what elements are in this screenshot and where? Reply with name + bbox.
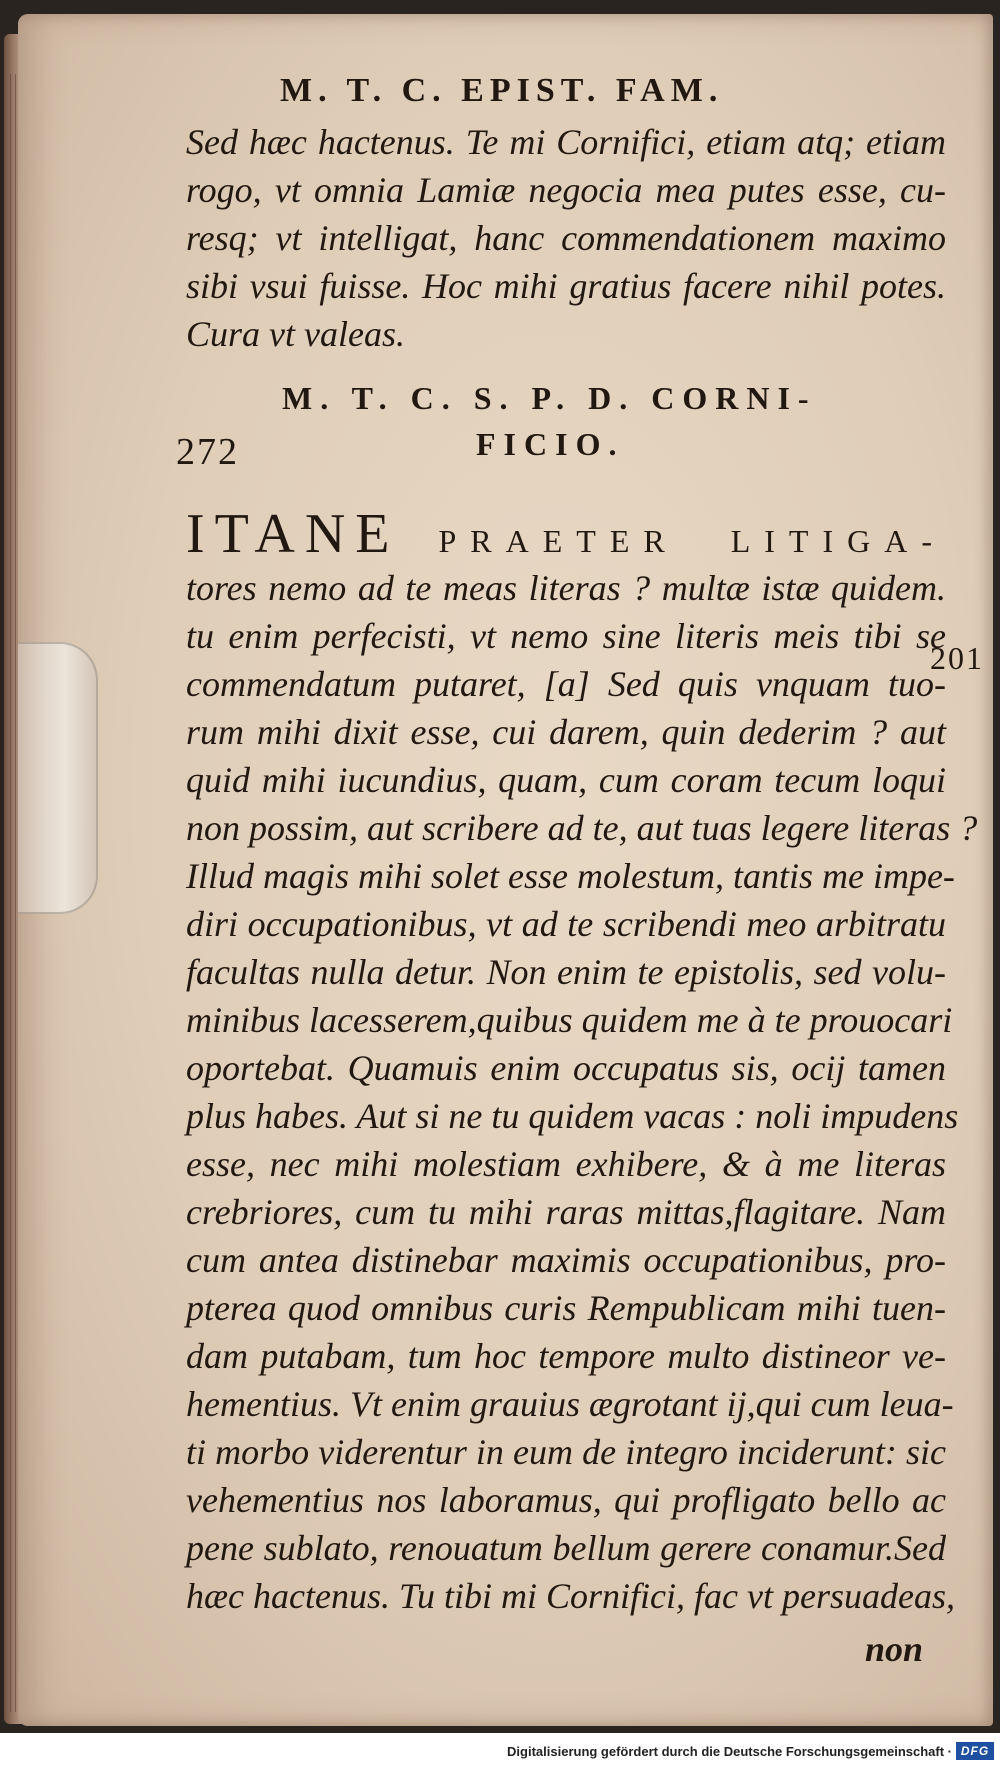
text-line: Illud magis mihi solet esse molestum, tantis me impe- [186,856,955,896]
text-line: non possim, aut scribere ad te, aut tuas legere literas ? [186,808,978,848]
text-line: minibus lacesserem,quibus quidem me à te prouocari [186,1000,953,1040]
letter-heading: FICIO. [476,426,625,462]
page-number: 272 [176,431,239,473]
text-line: plus habes. Aut si ne tu quidem vacas : noli impudens [186,1096,959,1136]
running-head: M. T. C. EPIST. FAM. [280,72,724,109]
funding-credit: Digitalisierung gefördert durch die Deutsche Forschungsgemeinschaft · [507,1744,952,1759]
text-line: esse, nec mihi molestiam exhibere, & à me literas [186,1144,946,1184]
page-clip [18,642,98,914]
page-edge-line [10,74,11,1712]
text-line: hæc hactenus. Tu tibi mi Cornifici, fac vt persuadeas, [186,1576,955,1616]
text-line: Cura vt valeas. [186,314,405,354]
text-line: rogo, vt omnia Lamiæ negocia mea putes esse, cu- [186,170,946,210]
text-line: quid mihi iucundius, quam, cum coram tecum loqui [186,760,946,800]
text-line: pterea quod omnibus curis Rempublicam mihi tuen- [186,1288,946,1328]
text-line: dam putabam, tum hoc tempore multo distineor ve- [186,1336,946,1376]
letter-heading: M. T. C. S. P. D. CORNI- [282,380,817,416]
initial-word: ITANE [186,503,400,565]
text-line: hementius. Vt enim grauius ægrotant ij,qui cum leua- [186,1384,954,1424]
text-line: pene sublato, renouatum bellum gerere conamur.Sed [186,1528,946,1568]
catchword: non [864,1629,923,1669]
text-line: crebriores, cum tu mihi raras mittas,flagitare. Nam [186,1192,946,1232]
text-line: oportebat. Quamuis enim occupatus sis, ocij tamen [186,1048,946,1088]
text-line: sibi vsui fuisse. Hoc mihi gratius facere nihil potes. [186,266,946,306]
text-line: ti morbo viderentur in eum de integro inciderunt: sic [186,1432,946,1472]
text-line: commendatum putaret, [a] Sed quis vnquam tuo- [186,664,946,704]
text-line: resq; vt intelligat, hanc commendationem maximo [186,218,946,258]
text-line: cum antea distinebar maximis occupationibus, pro- [186,1240,946,1280]
text-line: Sed hæc hactenus. Te mi Cornifici, etiam atq; etiam [186,122,946,162]
text-line: rum mihi dixit esse, cui darem, quin dederim ? aut [186,712,946,752]
dfg-logo: DFG [956,1742,994,1760]
text-line: facultas nulla detur. Non enim te epistolis, sed volu- [186,952,946,992]
text-line: tu enim perfecisti, vt nemo sine literis meis tibi se [186,616,946,656]
book-page [18,14,993,1726]
text-line: vehementius nos laboramus, qui profligato bello ac [186,1480,946,1520]
page-edge-line [15,74,16,1712]
margin-number: 201 [930,640,984,676]
caps-words: PRAETER LITIGA- [438,523,947,559]
digitization-footer [0,1733,1000,1770]
letter-opening-line [186,504,946,571]
text-line: tores nemo ad te meas literas ? multæ istæ quidem. [186,568,946,608]
text-line: diri occupationibus, vt ad te scribendi meo arbitratu [186,904,946,944]
